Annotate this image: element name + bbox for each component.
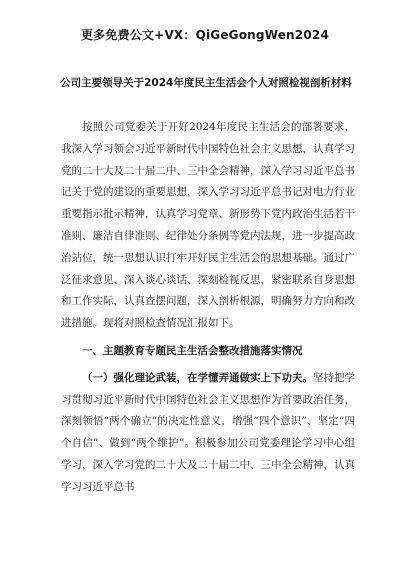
- section-paragraph: [61, 368, 355, 499]
- document-title: 公司主要领导关于2024年度民主生活会个人对照检视剖析材料: [60, 77, 352, 89]
- watermark-header: 更多免费公文+VX：QiGeGongWen2024: [80, 28, 329, 42]
- subsection-lead: （一）强化理论武装，在学懂弄通做实上下功夫。: [82, 371, 313, 384]
- document-body: [61, 117, 355, 499]
- section-heading: 一、主题教育专题民主生活会整改措施落实情况: [82, 344, 303, 357]
- intro-paragraph: 按照公司党委关于开好2024年度民主生活会的部署要求，我深入学习领会习近平新时代中国特色社会主义思想，认真学习党的二十大及二十届二中、三中全会精神，深入学习习近平总书记关于党的建设的重要思想，深入学习习近平总书记对电力行业重要指示批示精神，认真学习党章、新形势下党内政治生活若干准则、廉洁自律准则、纪律处分条例等党内法规，进一步提高政治站位，统一思想认识打牢开好民主生活会的思想基础。通过广泛征求意见、深入谈心谈话、深刻检视反思，紧密联系自身思想和工作实际，认真查摆问题，深入剖析根源，明确努力方向和改进措施。现将对照检查情况汇报如下。: [61, 121, 355, 330]
- subsection-text: 坚持把学习贯彻习近平新时代中国特色社会主义思想作为首要政治任务，深刻领悟“两个确立”的决定性意义，增强“四个意识”、坚定“四个自信”、做到“两个维护”。积极参加公司党委理论学习中心组学习，深入学习党的二十大及二十届二中、三中全会精神，认真学习习近平总书: [61, 371, 355, 493]
